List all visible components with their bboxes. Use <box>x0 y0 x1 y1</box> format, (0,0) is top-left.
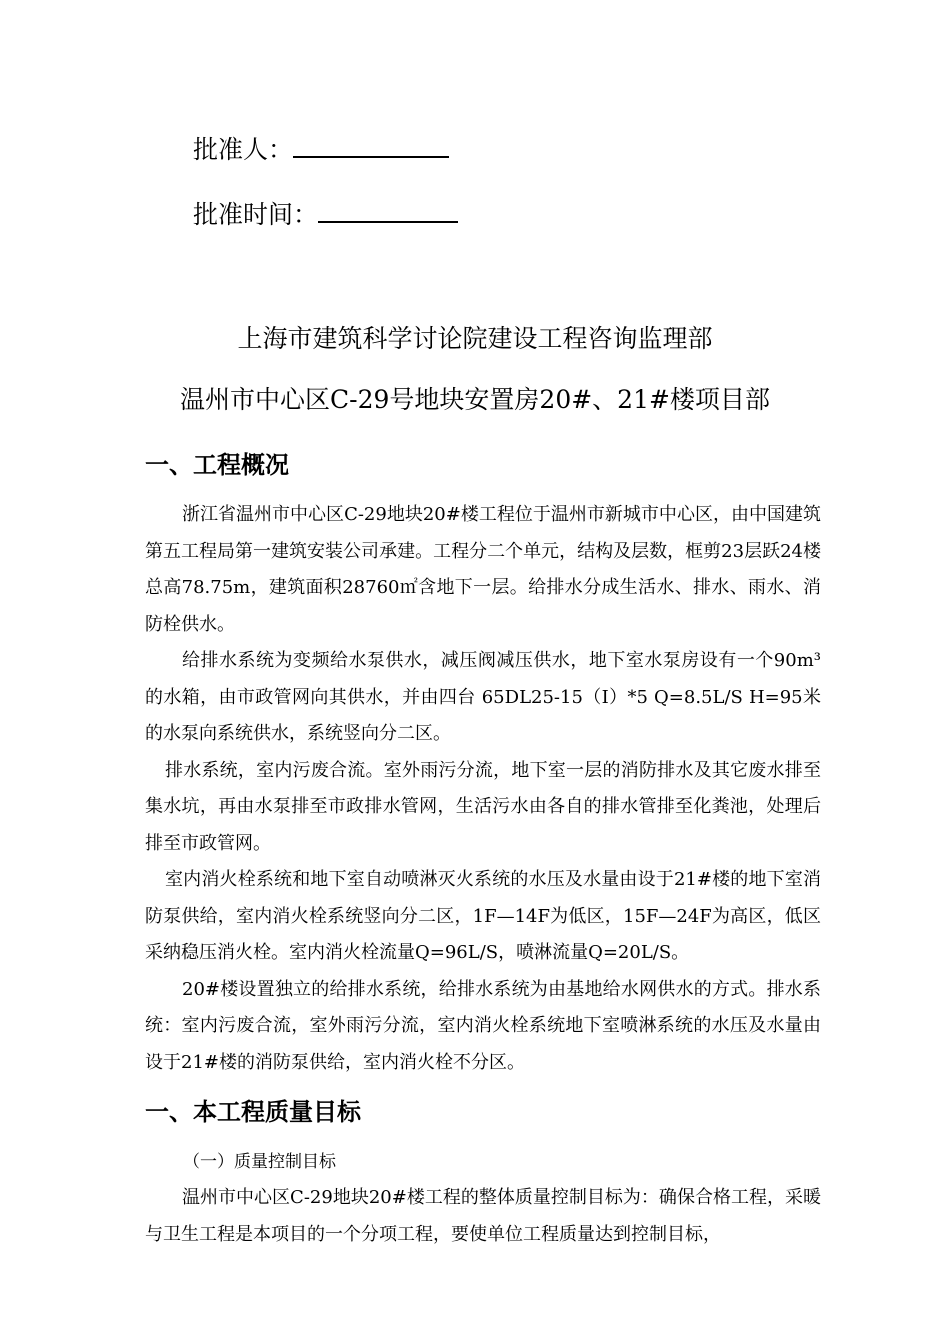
section-2-heading: 一、本工程质量目标 <box>145 1098 361 1126</box>
approval-time-line <box>193 197 458 230</box>
section-2-subheading: （一）质量控制目标 <box>183 1152 336 1172</box>
paragraph-overview: 浙江省温州市中心区C-29地块20#楼工程位于温州市新城市中心区，由中国建筑第五工程局第一建筑安装公司承建。工程分二个单元，结构及层数，框剪23层跃24楼总高78.75m，建筑面积28760㎡含地下一层。给排水分成生活水、排水、雨水、消防栓供水。 <box>145 504 821 635</box>
paragraph-fire-hydrant: 室内消火栓系统和地下室自动喷淋灭火系统的水压及水量由设于21#楼的地下室消防泵供给，室内消火栓系统竖向分二区，1F—14F为低区，15F—24F为高区，低区采纳稳压消火栓。室内消火栓流量Q=96L/S，喷淋流量Q=20L/S。 <box>145 869 821 963</box>
section-1-heading: 一、工程概况 <box>145 451 289 479</box>
section-2-body <box>145 1180 821 1253</box>
paragraph-quality-target: 温州市中心区C-29地块20#楼工程的整体质量控制目标为：确保合格工程，采暖与卫生工程是本项目的一个分项工程，要使单位工程质量达到控制目标， <box>145 1187 821 1245</box>
paragraph-drainage: 排水系统，室内污废合流。室外雨污分流，地下室一层的消防排水及其它废水排至集水坑，再由水泵排至市政排水管网，生活污水由各自的排水管排至化粪池，处理后排至市政管网。 <box>145 759 821 854</box>
paragraph-building-20: 20#楼设置独立的给排水系统，给排水系统为由基地给水网供水的方式。排水系统：室内污废合流，室外雨污分流，室内消火栓系统地下室喷淋系统的水压及水量由设于21#楼的消防泵供给，室内消火栓不分区。 <box>145 978 821 1073</box>
org-line-1: 上海市建筑科学讨论院建设工程咨询监理部 <box>237 324 713 353</box>
approver-line <box>193 132 449 165</box>
approval-time-label: 批准时间： <box>193 200 319 229</box>
approval-time-blank <box>318 197 458 223</box>
approver-label: 批准人： <box>193 135 294 164</box>
paragraph-water-supply: 给排水系统为变频给水泵供水，减压阀减压供水，地下室水泵房设有一个90m³的水箱，由市政管网向其供水，并由四台 65DL25-15（I）*5 Q=8.5L/S H=95米的水泵向系统供水，系统竖向分二区。 <box>145 650 821 744</box>
org-line-2: 温州市中心区C-29号地块安置房20#、21#楼项目部 <box>180 385 770 414</box>
approver-signature-blank <box>293 132 449 158</box>
section-1-body <box>145 497 821 1081</box>
